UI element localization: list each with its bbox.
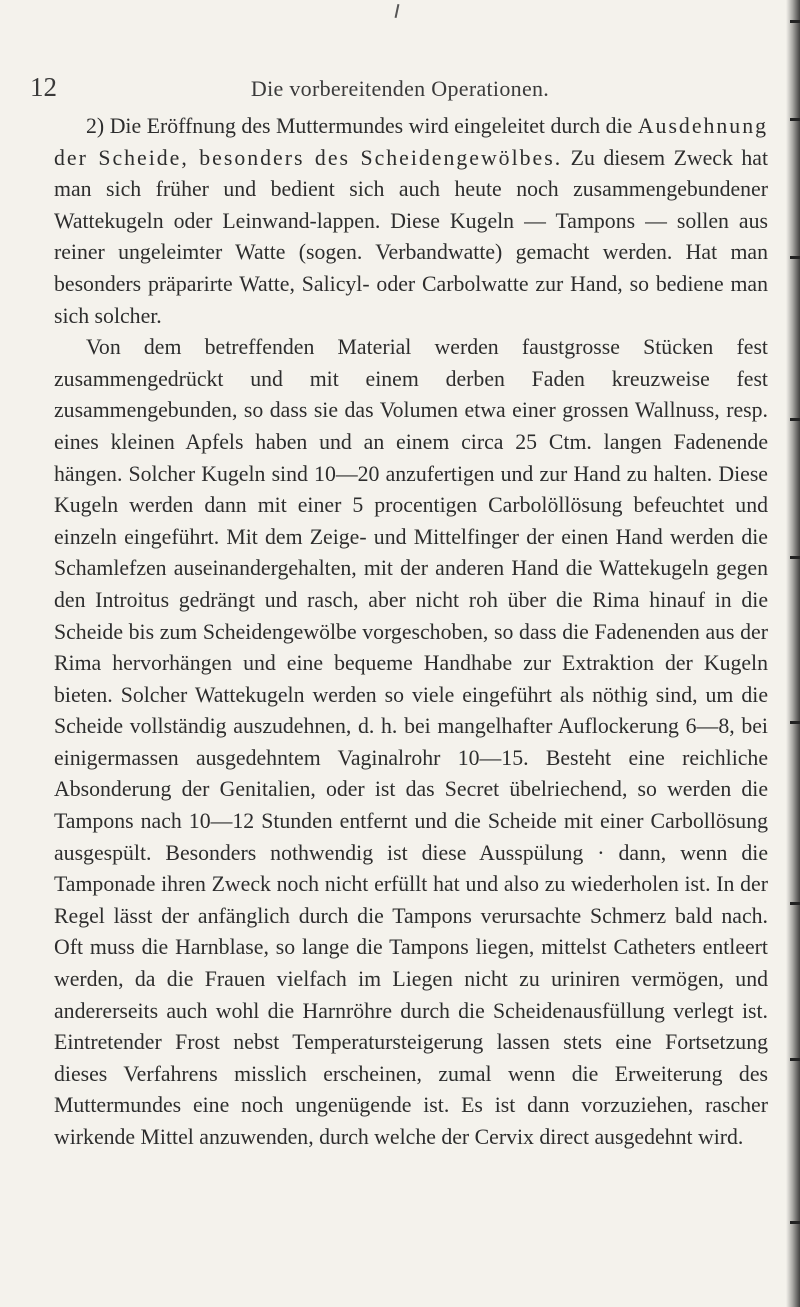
body-text xyxy=(54,111,768,1154)
page-number: 12 xyxy=(30,72,57,102)
edge-mark xyxy=(790,20,800,23)
stray-pen-mark xyxy=(395,4,400,18)
edge-mark xyxy=(790,1221,800,1224)
edge-mark xyxy=(790,902,800,905)
page-edge-shadow xyxy=(786,0,800,1307)
edge-mark xyxy=(790,556,800,559)
edge-mark xyxy=(790,256,800,259)
paragraph-1-rest: Zu diesem Zweck hat man sich früher und bedient sich auch heute noch zusammengebundener Wattekugeln oder Leinwand-lappen. Diese Kugeln — Tampons — sollen aus reiner ungeleimter Watte (sogen. Verbandwatte) gemacht werden. Hat man besonders präparirte Watte, Salicyl- oder Carbolwatte zur Hand, so bediene man sich solcher. xyxy=(54,145,768,328)
edge-mark xyxy=(790,118,800,121)
edge-mark xyxy=(790,1058,800,1061)
running-title: Die vorbereitenden Operationen. xyxy=(250,76,550,101)
edge-mark xyxy=(790,721,800,724)
paragraph-1 xyxy=(54,111,768,332)
edge-mark xyxy=(790,418,800,421)
paragraph-1-emphasis: Ausdehnung der Scheide, besonders des Scheidengewölbes. xyxy=(54,114,768,170)
paragraph-2: Von dem betreffenden Material werden faustgrosse Stücken fest zusammengedrückt und mit einem derben Faden kreuzweise fest zusammengebunden, so dass sie das Volumen etwa einer grossen Wallnuss, resp. eines kleinen Apfels haben und an einem circa 25 Ctm. langen Fadenende hängen. Solcher Kugeln sind 10—20 anzufertigen und zur Hand zu halten. Diese Kugeln werden dann mit einer 5 procentigen Carbolöllösung befeuchtet und einzeln eingeführt. Mit dem Zeige- und Mittelfinger der einen Hand werden die Schamlefzen auseinandergehalten, mit der anderen Hand die Wattekugeln gegen den Introitus gedrängt und rasch, aber nicht roh über die Rima hinauf in die Scheide bis zum Scheidengewölbe vorgeschoben, so dass die Fadenenden aus der Rima hervorhängen und eine bequeme Handhabe zur Extraktion der Kugeln bieten. Solcher Wattekugeln werden so viele eingeführt als nöthig sind, um die Scheide vollständig auszudehnen, d. h. bei mangelhafter Auflockerung 6—8, bei einigermassen ausgedehntem Vaginalrohr 10—15. Besteht eine reichliche Absonderung der Genitalien, oder ist das Secret übelriechend, so werden die Tampons nach 10—12 Stunden entfernt und die Scheide mit einer Carbollösung ausgespült. Besonders nothwendig ist diese Ausspülung · dann, wenn die Tamponade ihren Zweck noch nicht erfüllt hat und also zu wiederholen ist. In der Regel lässt der anfänglich durch die Tampons verursachte Schmerz bald nach. Oft muss die Harnblase, so lange die Tampons liegen, mittelst Catheters entleert werden, da die Frauen vielfach im Liegen nicht zu uriniren vermögen, und andererseits auch wohl die Harnröhre durch die Scheidenausfüllung verlegt ist. Eintretender Frost nebst Temperatursteigerung lassen stets eine Fortsetzung dieses Verfahrens misslich erscheinen, zumal wenn die Erweiterung des Muttermundes eine noch ungenügende ist. Es ist dann vorzuziehen, rascher wirkende Mittel anzuwenden, durch welche der Cervix direct ausgedehnt wird. xyxy=(54,335,768,1149)
paragraph-1-intro: 2) Die Eröffnung des Muttermundes wird eingeleitet durch die xyxy=(86,114,638,138)
page-header xyxy=(30,72,770,102)
